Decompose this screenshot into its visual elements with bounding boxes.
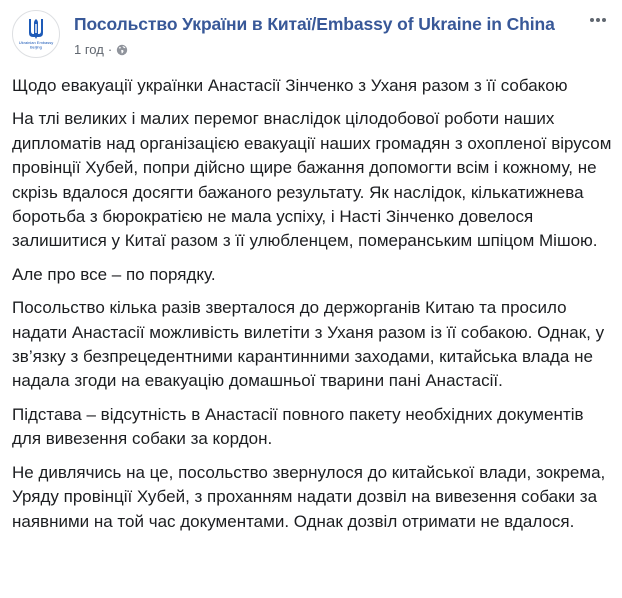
post-timestamp[interactable]: 1 год: [74, 42, 104, 57]
post-meta: [74, 42, 128, 57]
page-avatar[interactable]: [12, 10, 60, 58]
globe-icon[interactable]: [116, 44, 128, 56]
post-paragraph-title: Щодо евакуації українки Анастасії Зінченко з Уханя разом з її собакою: [12, 76, 568, 95]
post-paragraph: Підстава – відсутність в Анастасії повного пакету необхідних документів для вивезення собаки за кордон.: [12, 404, 584, 449]
page-name-link[interactable]: Посольство України в Китаї/Embassy of Ukraine in China: [74, 14, 555, 34]
post-paragraph: На тлі великих і малих перемог внаслідок цілодобової роботи наших дипломатів над організацією евакуації наших громадян з охопленої вірусом провінції Хубей, попри дійсно щире бажання допомогти всім і кожному, не скрізь вдалося досягти бажаного результату. Як наслідок, кількатижнева боротьба з бюрократією не мала успіху, і Насті Зінченко довелося залишитися у Китаї разом з її улюбленцем, померанським шпіцом Мішою.: [12, 109, 612, 251]
more-dots-icon: [588, 17, 608, 23]
avatar-caption-line1: Ukrainian Embassy: [18, 40, 54, 45]
ukraine-trident-icon: [13, 11, 59, 57]
more-options-button[interactable]: [586, 10, 610, 30]
post-paragraph: Посольство кілька разів зверталося до держорганів Китаю та просило надати Анастасії можливість вилетіти з Уханя разом із її собакою. Однак, у зв’язку з безпрецедентними карантинними заходами, китайська влада не надала згоди на евакуацію домашньої тварини пані Анастасії.: [12, 298, 605, 391]
post-body: [12, 74, 612, 543]
post-paragraph: Не дивлячись на це, посольство звернулося до китайської влади, зокрема, Уряду провінції Хубей, з проханням надати дозвіл на вивезення собаки за наявними на той час документами. Однак дозвіл отримати не вдалося.: [12, 462, 606, 531]
meta-separator: ·: [107, 42, 113, 57]
post-paragraph: Але про все – по порядку.: [12, 264, 216, 284]
post-header: [12, 10, 610, 64]
avatar-caption-line2: Beijing: [29, 44, 43, 50]
